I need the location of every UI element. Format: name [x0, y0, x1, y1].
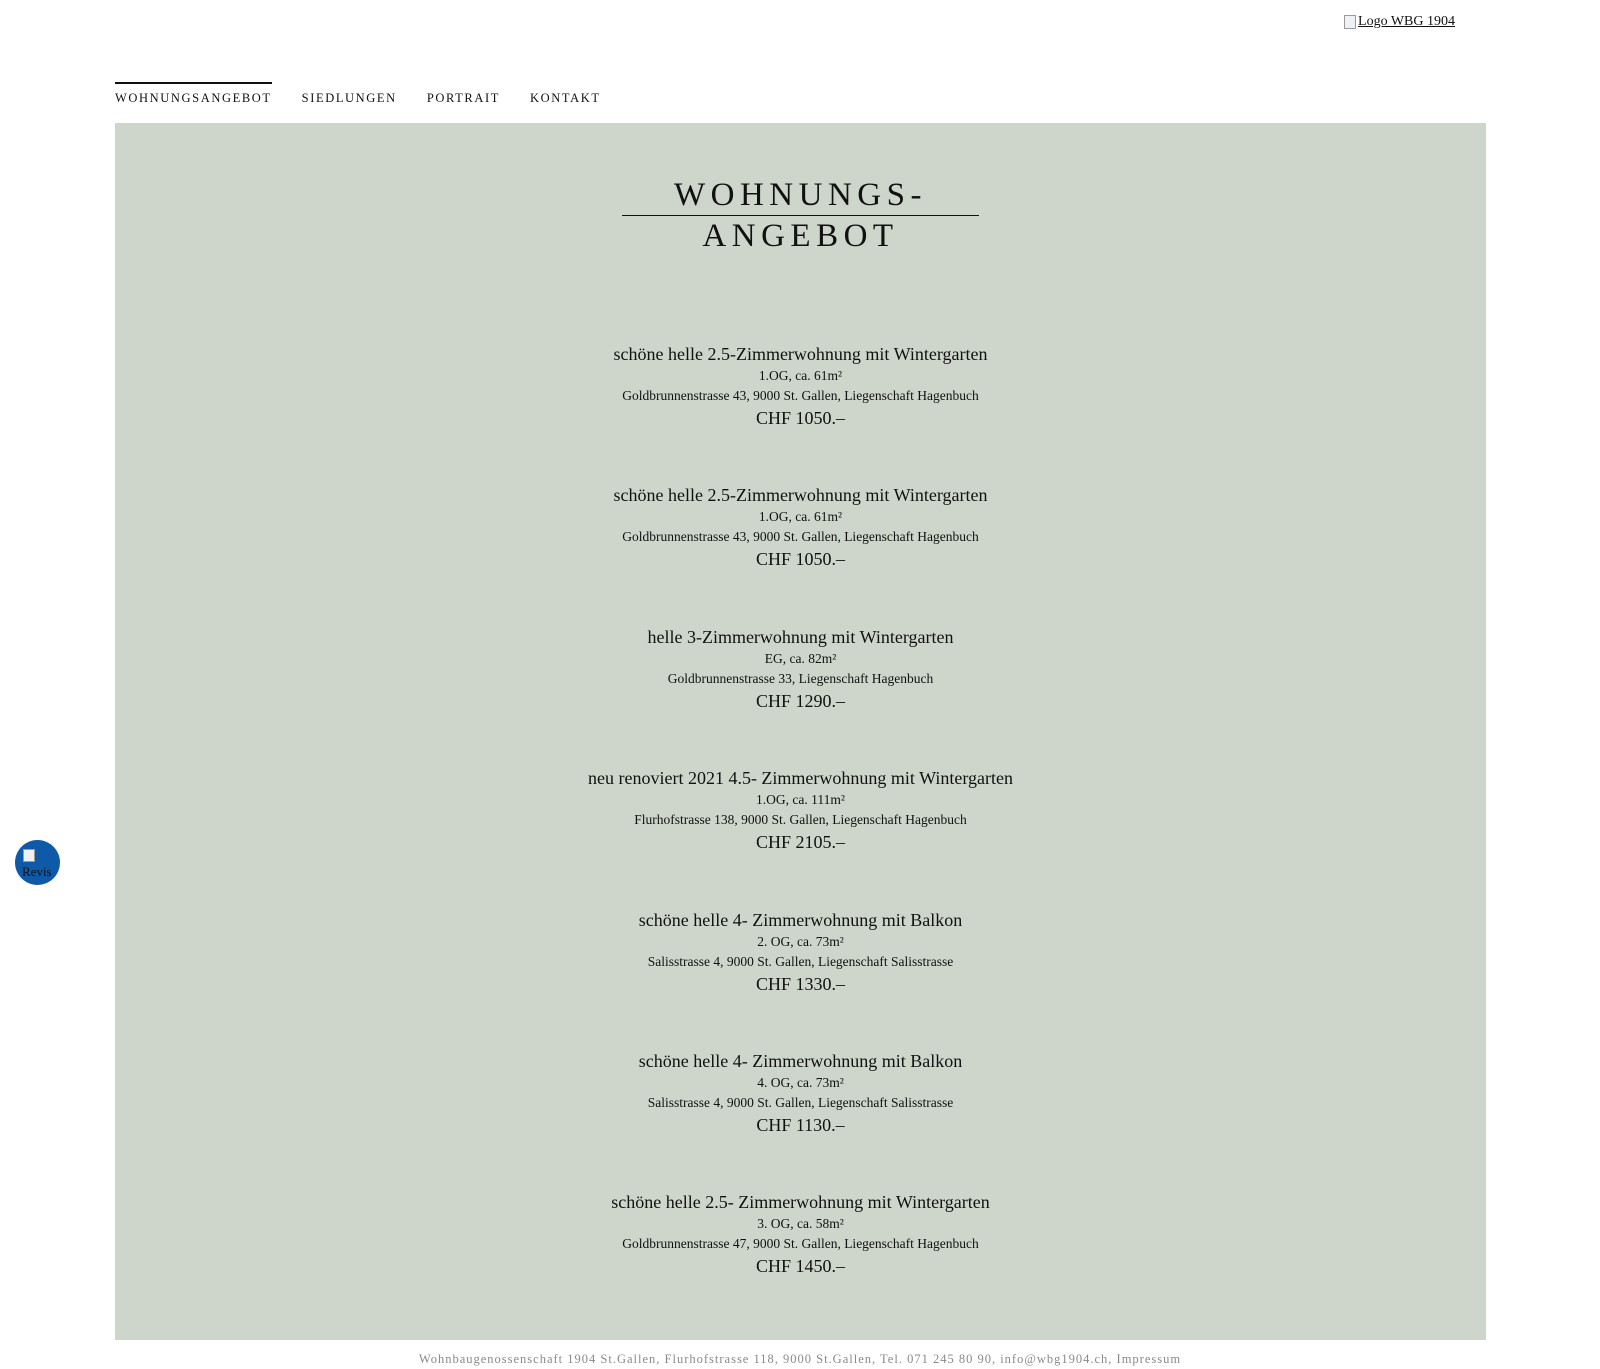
listing-floor: 1.OG, ca. 61m² — [758, 509, 843, 524]
footer-text: Wohnbaugenossenschaft 1904 St.Gallen, Flurhofstrasse 118, 9000 St.Gallen, Tel. 071 245 80 90, info@wbg1904.ch, Impressum — [418, 1352, 1182, 1366]
broken-image-icon — [1344, 15, 1356, 29]
logo-alt-text: Logo WBG 1904 — [1358, 14, 1455, 29]
broken-image-icon — [23, 849, 35, 862]
listing-address: Flurhofstrasse 138, 9000 St. Gallen, Liegenschaft Hagenbuch — [634, 812, 967, 827]
listing-floor: 1.OG, ca. 111m² — [756, 792, 845, 807]
listing-floor: 4. OG, ca. 73m² — [757, 1075, 844, 1090]
listing-title: schöne helle 4- Zimmerwohnung mit Balkon — [638, 910, 963, 930]
listing-title: neu renoviert 2021 4.5- Zimmerwohnung mit Wintergarten — [587, 768, 1013, 788]
listing-item — [115, 483, 1486, 571]
listing-price: CHF 2105.– — [755, 832, 845, 852]
listing-floor: 1.OG, ca. 61m² — [758, 368, 843, 383]
listing-price: CHF 1290.– — [755, 691, 845, 711]
listing-floor: 2. OG, ca. 73m² — [757, 934, 844, 949]
listing-price: CHF 1130.– — [756, 1115, 845, 1135]
listing-item — [115, 908, 1486, 996]
page-title — [115, 175, 1486, 256]
listing-title: schöne helle 2.5-Zimmerwohnung mit Wintergarten — [613, 485, 988, 505]
cookie-revisit-button[interactable] — [15, 840, 60, 885]
listing-title: schöne helle 2.5- Zimmerwohnung mit Wintergarten — [611, 1192, 990, 1212]
listing-item — [115, 1190, 1486, 1278]
listing-floor: EG, ca. 82m² — [764, 651, 837, 666]
main-nav — [115, 82, 601, 106]
listing-item — [115, 766, 1486, 854]
listing-address: Goldbrunnenstrasse 43, 9000 St. Gallen, Liegenschaft Hagenbuch — [622, 529, 979, 544]
revisit-alt-text: Revis — [22, 864, 52, 879]
listing-price: CHF 1050.– — [755, 408, 845, 428]
listing-address: Goldbrunnenstrasse 47, 9000 St. Gallen, Liegenschaft Hagenbuch — [622, 1236, 979, 1251]
nav-item-portrait[interactable]: PORTRAIT — [426, 91, 500, 105]
page-title-line1: WOHNUNGS- — [622, 175, 979, 216]
listing-title: schöne helle 2.5-Zimmerwohnung mit Wintergarten — [613, 344, 988, 364]
listing-item — [115, 342, 1486, 430]
listing-floor: 3. OG, ca. 58m² — [757, 1216, 844, 1231]
listing-item — [115, 625, 1486, 713]
listing-item — [115, 1049, 1486, 1137]
logo-link[interactable] — [1344, 14, 1455, 30]
listing-address: Salisstrasse 4, 9000 St. Gallen, Liegenschaft Salisstrasse — [647, 954, 954, 969]
nav-item-siedlungen[interactable]: SIEDLUNGEN — [301, 91, 397, 105]
page-title-line2: ANGEBOT — [702, 218, 899, 254]
listing-title: schöne helle 4- Zimmerwohnung mit Balkon — [638, 1051, 963, 1071]
listing-title: helle 3-Zimmerwohnung mit Wintergarten — [647, 627, 954, 647]
listing-address: Goldbrunnenstrasse 43, 9000 St. Gallen, Liegenschaft Hagenbuch — [622, 388, 979, 403]
content-panel — [115, 123, 1486, 1340]
listing-address: Goldbrunnenstrasse 33, Liegenschaft Hagenbuch — [667, 671, 934, 686]
listing-price: CHF 1330.– — [755, 974, 845, 994]
listing-price: CHF 1050.– — [755, 549, 845, 569]
nav-item-kontakt[interactable]: KONTAKT — [529, 91, 601, 105]
listing-price: CHF 1450.– — [755, 1256, 845, 1276]
nav-item-wohnungsangebot[interactable]: WOHNUNGSANGEBOT — [115, 82, 272, 106]
listing-address: Salisstrasse 4, 9000 St. Gallen, Liegenschaft Salisstrasse — [647, 1095, 954, 1110]
